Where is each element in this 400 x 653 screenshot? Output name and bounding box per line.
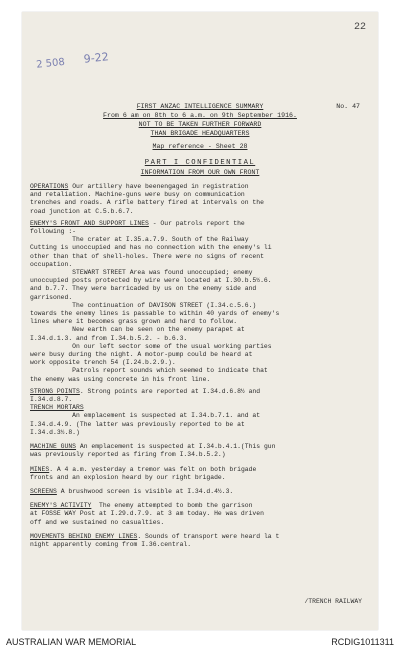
- footer-record-id: RCDIG1011311: [331, 637, 394, 647]
- text-line: trenches and roads. A rifle battery fired at intervals on the: [30, 199, 264, 207]
- text-line: Cutting is unoccupied and has no connection with the enemy's li: [30, 244, 272, 252]
- text-line: garrisoned.: [30, 293, 73, 301]
- section-enemy-activity: [30, 502, 370, 510]
- text-line: An emplacement is suspected at I.34.b.4.1.(This gun: [76, 443, 276, 451]
- text-line: - Our patrols report the: [148, 219, 245, 227]
- text-line: I.34.d.4.9. (The latter was previously reported to be at: [30, 420, 245, 428]
- text-line: I.34.d.1.3. and from I.34.b.5.2. - b.6.3.: [30, 334, 188, 342]
- handwritten-ref: 2 508: [35, 56, 66, 71]
- summary-title: FIRST ANZAC INTELLIGENCE SUMMARY: [136, 103, 264, 110]
- text-line: occupation.: [30, 260, 73, 268]
- summary-number: No. 47: [336, 103, 360, 110]
- section-enemy-front: [30, 220, 370, 228]
- section-movements: [30, 533, 370, 541]
- summary-period: From 6 am on 8th to 6 a.m. on 9th September 1916.: [103, 112, 297, 119]
- heading-machine-guns: MACHINE GUNS: [30, 443, 77, 451]
- text-line: and retaliation. Machine-guns were busy on communication: [30, 191, 245, 199]
- heading-enemy-front: ENEMY'S FRONT AND SUPPORT LINES: [30, 219, 149, 227]
- text-line: work opposite trench 54 (I.24.b.2.9.).: [30, 359, 176, 367]
- text-line: On our left sector some of the usual working parties: [30, 342, 272, 350]
- heading-operations: OPERATIONS: [30, 183, 69, 190]
- section-strong-points: [30, 388, 370, 396]
- text-line: following :-: [30, 228, 77, 236]
- archive-footer: [0, 631, 400, 653]
- section-screens: [30, 488, 370, 496]
- heading-strong-points: STRONG POINTS: [30, 387, 80, 395]
- document-body: [30, 18, 370, 549]
- heading-screens: SCREENS: [30, 487, 57, 495]
- heading-mines: MINES: [30, 465, 50, 473]
- restriction-line-2: THAN BRIGADE HEADQUARTERS: [150, 130, 250, 137]
- text-line: road junction at C.5.b.6.7.: [30, 207, 134, 215]
- text-line: . A 4 a.m. yesterday a tremor was felt on both brigade: [49, 465, 257, 473]
- text-line: An emplacement is suspected at I.34.b.7.1. and at: [30, 412, 261, 420]
- restriction-line-1: NOT TO BE TAKEN FURTHER FORWARD: [138, 121, 262, 128]
- text-line: unoccupied posts protected by wire were located at I.30.b.5½.6.: [30, 277, 272, 285]
- text-line: the enemy was using concrete in his front line.: [30, 375, 211, 383]
- part-heading: PART I CONFIDENTIAL: [144, 159, 256, 167]
- text-line: New earth can be seen on the enemy parapet at: [30, 326, 245, 334]
- text-line: lines where it becomes grass grown and hard to follow.: [30, 318, 238, 326]
- text-line: I.34.d.8.7.: [30, 396, 73, 404]
- text-line: A brushwood screen is visible at I.34.d.4½.3.: [56, 487, 234, 495]
- map-reference: Map reference - Sheet 28: [152, 143, 248, 150]
- section-machine-guns: [30, 443, 370, 451]
- text-line: and b.7.7. They were barricaded by us on the enemy side and: [30, 285, 257, 293]
- text-line: . Sounds of transport were heard la t: [137, 532, 280, 540]
- text-line: The continuation of DAVISON STREET (I.34.c.5.6.): [30, 301, 257, 309]
- text-line: The crater at I.35.a.7.9. South of the Railway: [30, 236, 249, 244]
- footer-institution: AUSTRALIAN WAR MEMORIAL: [6, 637, 137, 647]
- text-line: were busy during the night. A motor-pump could be heard at: [30, 351, 253, 359]
- heading-enemy-activity: ENEMY'S ACTIVITY: [30, 502, 92, 510]
- text-line: was previously reported as firing from I.34.b.5.2.): [30, 451, 226, 459]
- heading-movements: MOVEMENTS BEHIND ENEMY LINES: [30, 532, 138, 540]
- page-number: 22: [353, 22, 366, 33]
- trailer-continuation: /TRENCH RAILWAY: [304, 598, 362, 605]
- summary-title-row: [30, 102, 370, 111]
- text-line: I.34.d.3½.8.): [30, 428, 80, 436]
- text-line: The enemy attempted to bomb the garrison: [91, 502, 253, 510]
- text-line: off and we sustained no casualties.: [30, 518, 165, 526]
- text-line: Patrols report sounds which seemed to indicate that: [30, 367, 268, 375]
- text-line: other than that of shell-holes. There were no signs of recent: [30, 252, 264, 260]
- section-mines: [30, 466, 370, 474]
- text-line: Our artillery have beenengaged in registration: [68, 183, 249, 190]
- text-line: towards the enemy lines is passable to within 40 yards of enemy's: [30, 310, 280, 318]
- text-line: fronts and an explosion heard by our right brigade.: [30, 473, 226, 481]
- handwritten-number: 9-22: [83, 50, 110, 66]
- text-line: night apparently coming from I.36.central.: [30, 540, 192, 548]
- text-line: at FOSSE WAY Post at I.29.d.7.9. at 3 am today. He was driven: [30, 510, 264, 518]
- section-operations: [30, 183, 370, 191]
- text-line: STEWART STREET Area was found unoccupied; enemy: [30, 269, 253, 277]
- text-line: . Strong points are reported at I.34.d.6.8½ and: [79, 387, 261, 395]
- part-subtitle: INFORMATION FROM OUR OWN FRONT: [140, 169, 260, 176]
- heading-trench-mortars: TRENCH MORTARS: [30, 404, 84, 412]
